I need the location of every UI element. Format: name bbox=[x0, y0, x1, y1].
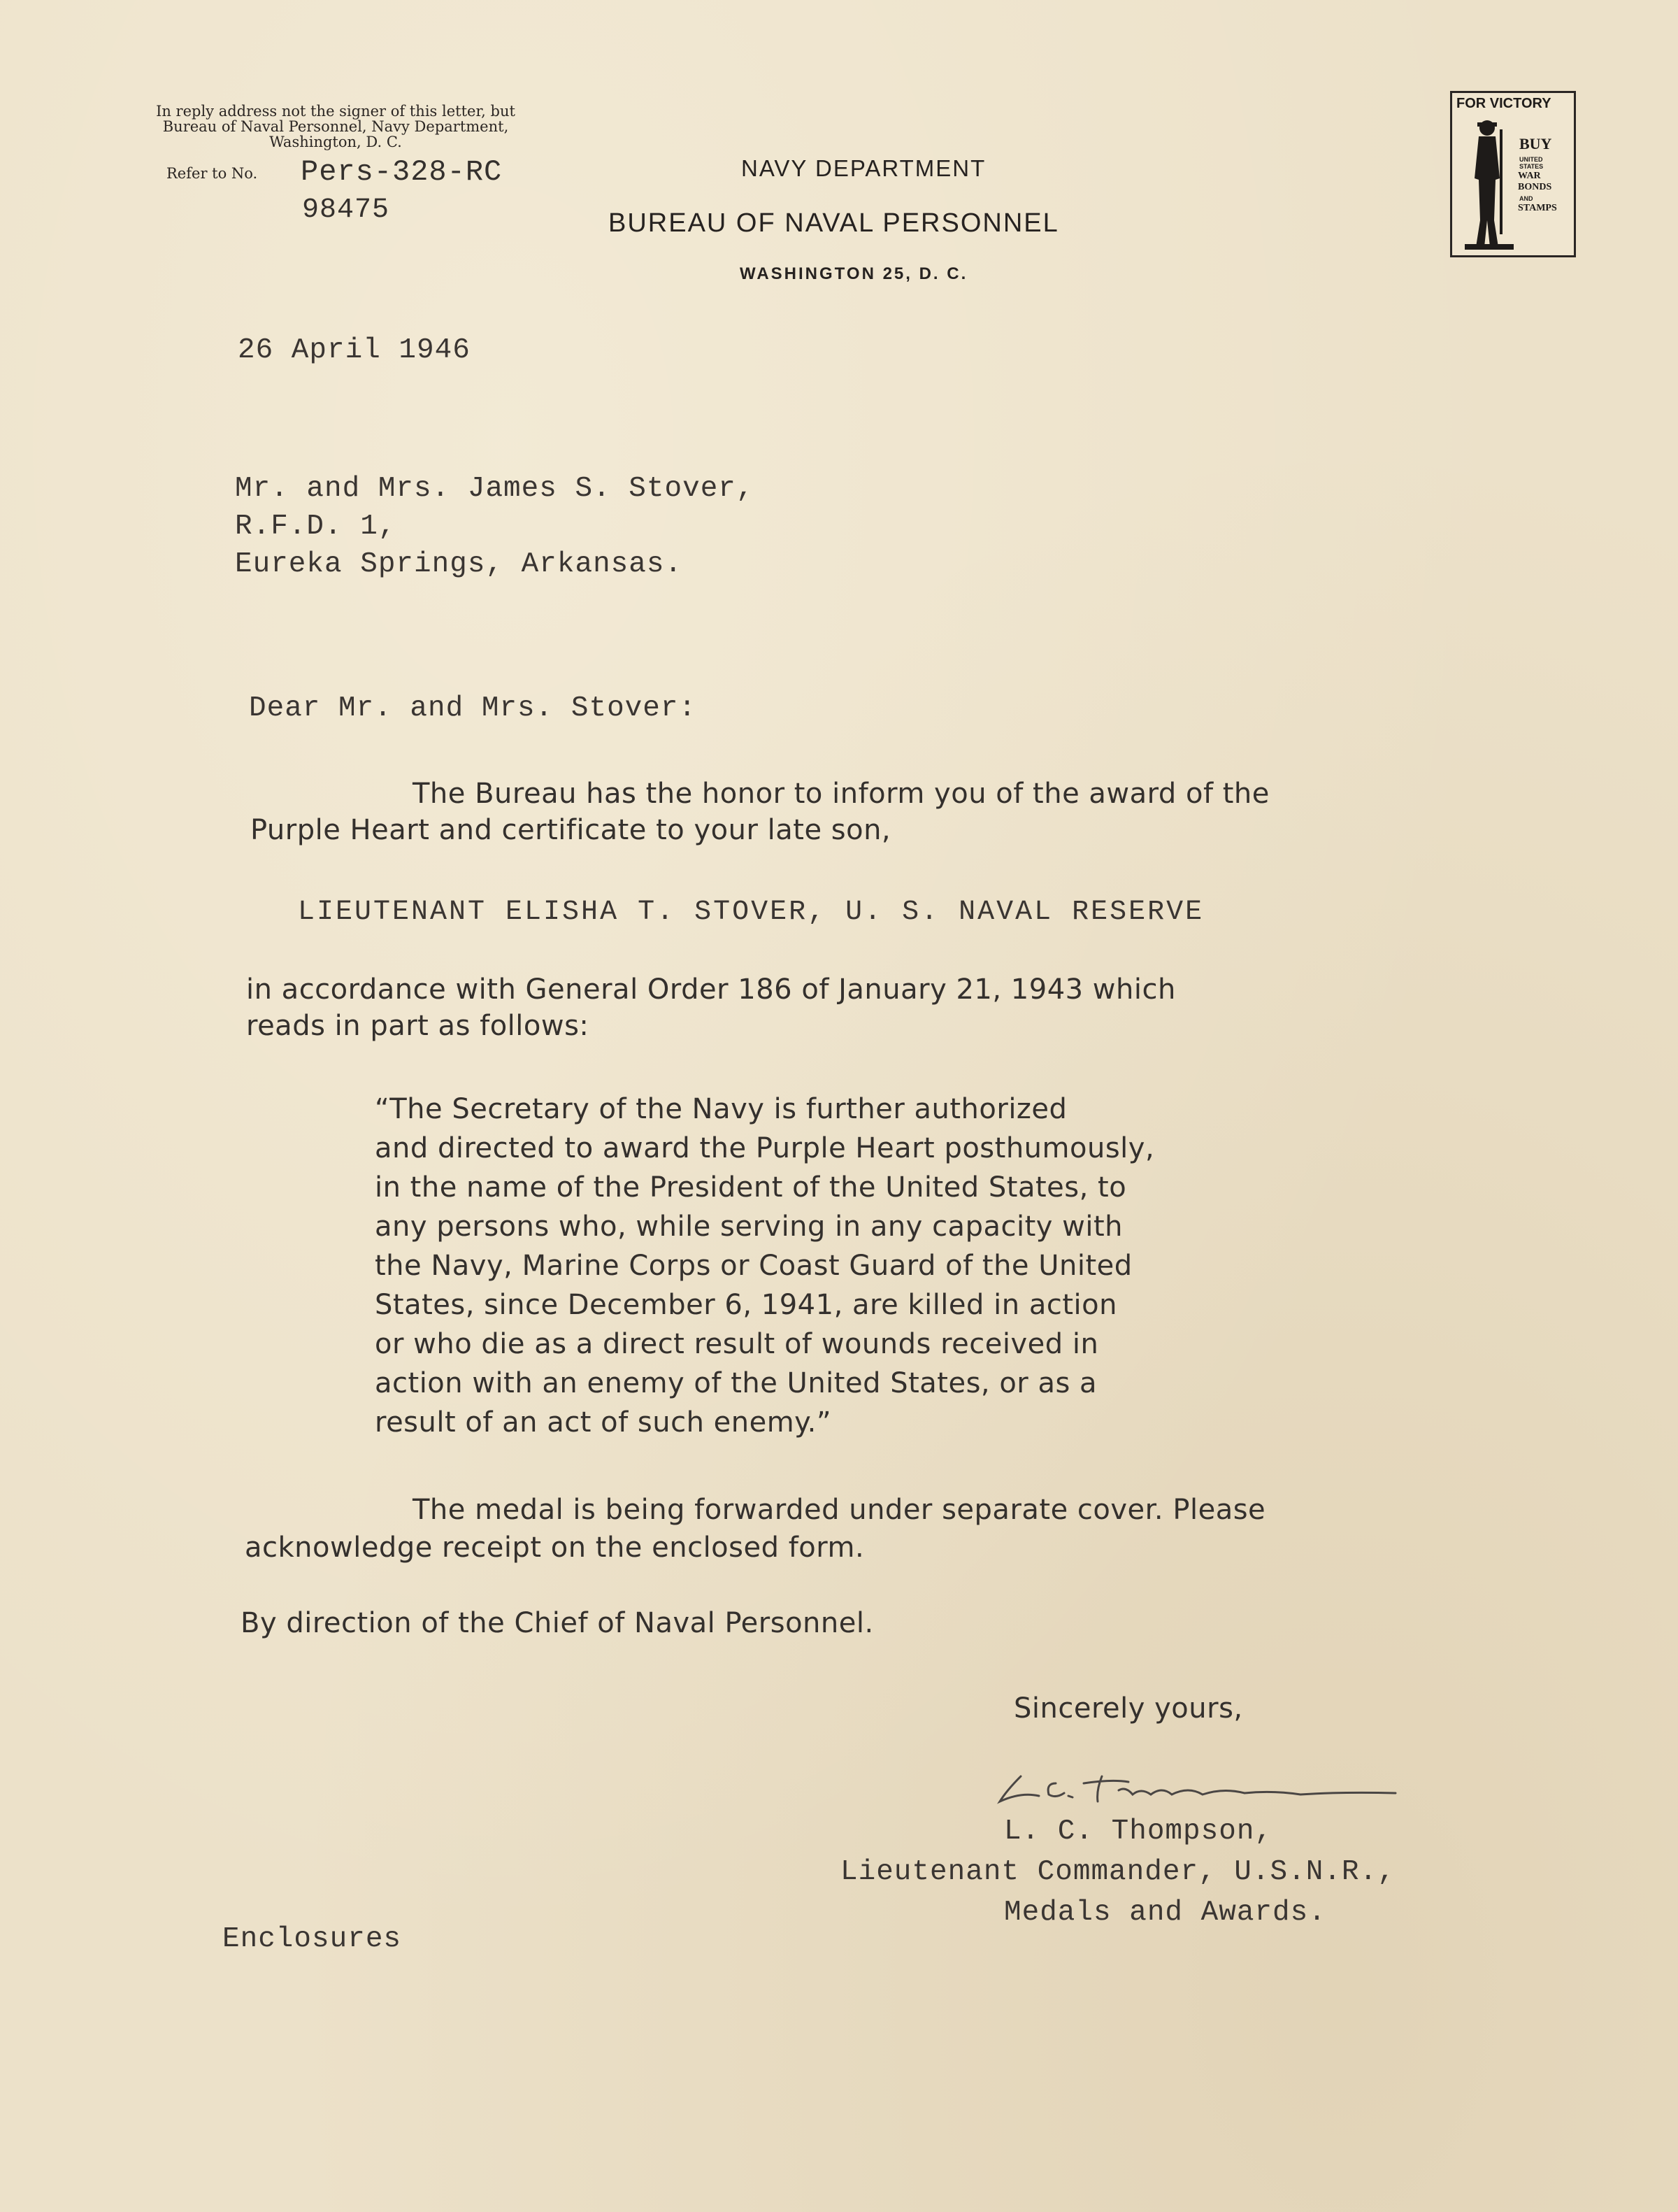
letter-date: 26 April 1946 bbox=[238, 334, 471, 366]
quote-line: result of an act of such enemy.” bbox=[375, 1406, 832, 1439]
paragraph-3-line-1: The medal is being forwarded under separate cover. Please bbox=[413, 1494, 1266, 1526]
stamp-for-victory: FOR VICTORY bbox=[1456, 96, 1551, 111]
recipient-route: R.F.D. 1, bbox=[235, 511, 396, 543]
quote-line: or who die as a direct result of wounds received in bbox=[375, 1328, 1099, 1360]
stamp-bonds: BONDS bbox=[1518, 182, 1552, 192]
paragraph-1-line-2: Purple Heart and certificate to your late son, bbox=[250, 814, 891, 846]
stamp-buy: BUY bbox=[1519, 135, 1552, 152]
quote-line: in the name of the President of the United States, to bbox=[375, 1171, 1127, 1204]
stamp-war: WAR bbox=[1518, 171, 1541, 181]
stamp-stamps: STAMPS bbox=[1518, 203, 1557, 213]
signatory-unit: Medals and Awards. bbox=[1004, 1897, 1326, 1929]
victory-bonds-stamp bbox=[1450, 91, 1576, 257]
quote-line: the Navy, Marine Corps or Coast Guard of the United bbox=[375, 1250, 1133, 1282]
letterhead-department: NAVY DEPARTMENT bbox=[741, 155, 987, 181]
quote-line: “The Secretary of the Navy is further authorized bbox=[375, 1093, 1068, 1125]
paragraph-3-line-2: acknowledge receipt on the enclosed form. bbox=[245, 1532, 865, 1564]
paragraph-2-line-1: in accordance with General Order 186 of January 21, 1943 which bbox=[246, 973, 1176, 1006]
recipient-name: Mr. and Mrs. James S. Stover, bbox=[235, 473, 754, 505]
quote-line: any persons who, while serving in any capacity with bbox=[375, 1211, 1124, 1243]
reference-number: 98475 bbox=[302, 194, 390, 226]
signatory-rank: Lieutenant Commander, U.S.N.R., bbox=[840, 1856, 1396, 1888]
paragraph-2-line-2: reads in part as follows: bbox=[246, 1010, 589, 1042]
stamp-states: STATES bbox=[1519, 163, 1544, 170]
signatory-name: L. C. Thompson, bbox=[1004, 1815, 1273, 1848]
reference-code: Pers-328-RC bbox=[301, 155, 503, 189]
letterhead-address: WASHINGTON 25, D. C. bbox=[740, 264, 968, 283]
enclosures-note: Enclosures bbox=[222, 1923, 402, 1955]
recipient-city: Eureka Springs, Arkansas. bbox=[235, 548, 683, 580]
stamp-and: AND bbox=[1519, 195, 1533, 202]
quote-line: and directed to award the Purple Heart posthumously, bbox=[375, 1132, 1155, 1164]
general-order-quote bbox=[375, 1090, 1154, 1442]
refer-to-label: Refer to No. bbox=[166, 165, 258, 182]
paragraph-4: By direction of the Chief of Naval Personnel. bbox=[241, 1607, 874, 1639]
paragraph-1-line-1: The Bureau has the honor to inform you of the award of the bbox=[413, 778, 1270, 810]
honoree-name: LIEUTENANT ELISHA T. STOVER, U. S. NAVAL RESERVE bbox=[298, 897, 1205, 928]
stamp-united: UNITED bbox=[1519, 156, 1543, 163]
quote-line: States, since December 6, 1941, are killed in action bbox=[375, 1289, 1117, 1321]
minuteman-icon bbox=[1458, 115, 1516, 251]
letterhead-bureau: BUREAU OF NAVAL PERSONNEL bbox=[608, 208, 1059, 238]
reply-instructions: In reply address not the signer of this letter, but Bureau of Naval Personnel, Navy Department, Washington, D. C. bbox=[156, 103, 515, 150]
quote-line: action with an enemy of the United States, or as a bbox=[375, 1367, 1098, 1399]
salutation: Dear Mr. and Mrs. Stover: bbox=[249, 692, 697, 725]
closing: Sincerely yours, bbox=[1014, 1692, 1243, 1725]
handwritten-signature bbox=[979, 1755, 1412, 1818]
